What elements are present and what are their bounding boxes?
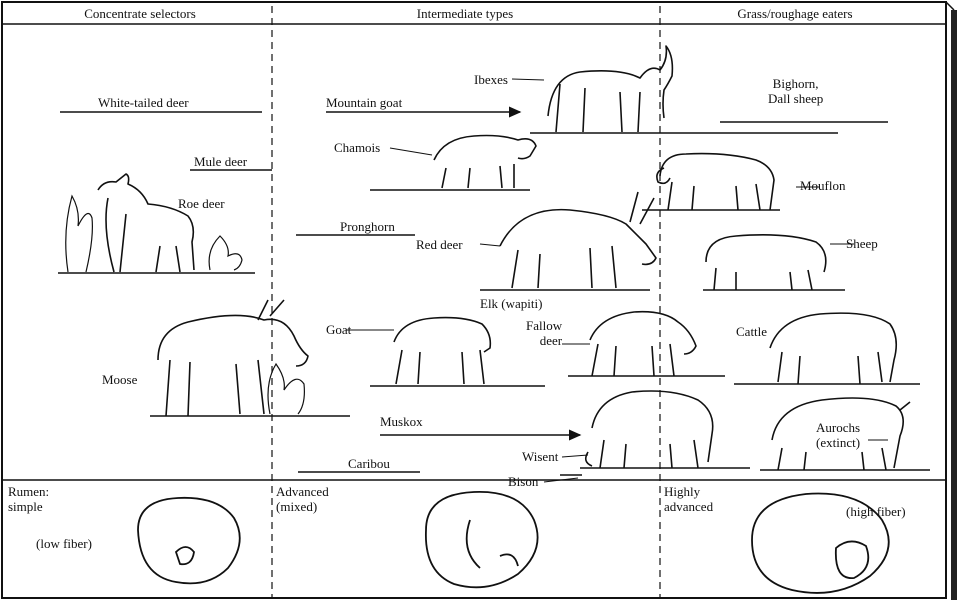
label-bighorn-dall-sheep: Bighorn, Dall sheep	[768, 76, 824, 106]
label-ibexes: Ibexes	[474, 72, 508, 87]
label-sheep: Sheep	[846, 236, 878, 251]
label-aurochs: Aurochs (extinct)	[816, 420, 861, 450]
label-chamois: Chamois	[334, 140, 381, 155]
red-deer-figure	[500, 192, 656, 288]
wisent-figure	[586, 391, 713, 468]
label-fallow-deer: Fallow deer	[526, 318, 563, 348]
sheep-figure	[706, 235, 826, 290]
rumen-high-title: Highly advanced	[664, 484, 714, 514]
rumen-drawings	[138, 492, 889, 593]
label-roe-deer: Roe deer	[178, 196, 225, 211]
label-elk: Elk (wapiti)	[480, 296, 543, 311]
column-header-concentrate-selectors: Concentrate selectors	[84, 6, 196, 21]
label-cattle: Cattle	[736, 324, 768, 339]
label-mountain-goat: Mountain goat	[326, 95, 403, 110]
rumen-mixed	[426, 492, 538, 587]
label-red-deer: Red deer	[416, 237, 463, 252]
label-caribou: Caribou	[348, 456, 390, 471]
chamois-figure	[434, 136, 536, 189]
label-mule-deer: Mule deer	[194, 154, 248, 169]
label-mouflon: Mouflon	[800, 178, 846, 193]
column-header-grass-roughage-eaters: Grass/roughage eaters	[737, 6, 853, 21]
rumen-mixed-title: Advanced (mixed)	[276, 484, 329, 514]
leader-lines	[346, 79, 888, 482]
label-goat: Goat	[326, 322, 352, 337]
label-pronghorn: Pronghorn	[340, 219, 395, 234]
label-moose: Moose	[102, 372, 138, 387]
animal-figures	[98, 46, 910, 470]
label-wisent: Wisent	[522, 449, 559, 464]
fallow-deer-figure	[590, 312, 696, 376]
label-white-tailed-deer: White-tailed deer	[98, 95, 189, 110]
mouflon-figure	[657, 154, 774, 210]
shrub-left	[66, 196, 93, 272]
rumen-simple-title: Rumen: simple	[8, 484, 50, 514]
ibex-figure	[548, 46, 672, 132]
column-header-intermediate-types: Intermediate types	[416, 6, 514, 21]
goat-figure	[394, 318, 490, 384]
shrub-moose	[268, 364, 304, 414]
range-lines	[60, 112, 888, 475]
rumen-simple	[138, 498, 240, 584]
moose-figure	[158, 300, 308, 416]
shrub-roe-right	[209, 236, 242, 270]
label-bison: Bison	[508, 474, 539, 489]
rumen-high-note: (high fiber)	[846, 504, 906, 519]
rumen-simple-note: (low fiber)	[36, 536, 92, 551]
roe-deer-figure	[98, 174, 194, 272]
label-muskox: Muskox	[380, 414, 423, 429]
cattle-figure	[770, 313, 896, 384]
